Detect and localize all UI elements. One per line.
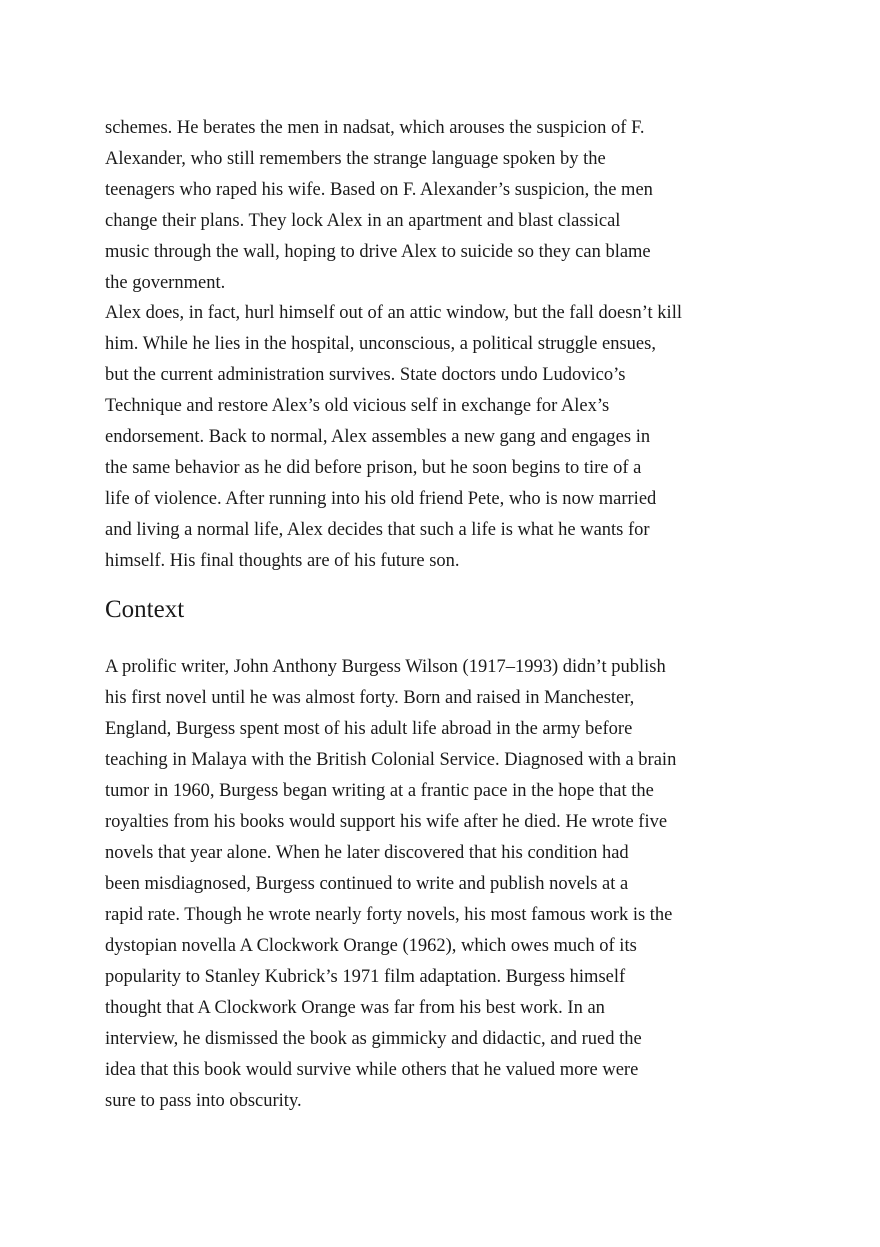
text-line: the government. (105, 273, 226, 293)
text-line: novels that year alone. When he later discovered that his condition had (105, 843, 629, 863)
text-line: Alexander, who still remembers the strange language spoken by the (105, 149, 606, 169)
text-line: tumor in 1960, Burgess began writing at a frantic pace in the hope that the (105, 781, 654, 801)
paragraph-context (105, 652, 676, 1117)
text-line: A prolific writer, John Anthony Burgess Wilson (1917–1993) didn’t publish (105, 657, 666, 677)
text-line: the same behavior as he did before prison, but he soon begins to tire of a (105, 458, 642, 478)
text-line: idea that this book would survive while others that he valued more were (105, 1060, 639, 1080)
text-line: and living a normal life, Alex decides that such a life is what he wants for (105, 520, 650, 540)
text-line: dystopian novella A Clockwork Orange (1962), which owes much of its (105, 936, 637, 956)
text-line: thought that A Clockwork Orange was far from his best work. In an (105, 998, 605, 1018)
section-heading: Context (105, 596, 185, 623)
text-line: rapid rate. Though he wrote nearly forty novels, his most famous work is the (105, 905, 673, 925)
text-line: teaching in Malaya with the British Colonial Service. Diagnosed with a brain (105, 750, 677, 770)
text-line: schemes. He berates the men in nadsat, which arouses the suspicion of F. (105, 118, 645, 138)
text-line: popularity to Stanley Kubrick’s 1971 film adaptation. Burgess himself (105, 967, 626, 987)
text-line: England, Burgess spent most of his adult life abroad in the army before (105, 719, 633, 739)
text-line: him. While he lies in the hospital, unconscious, a political struggle ensues, (105, 334, 656, 354)
text-line: life of violence. After running into his old friend Pete, who is now married (105, 489, 657, 509)
text-line: teenagers who raped his wife. Based on F. Alexander’s suspicion, the men (105, 180, 653, 200)
paragraph-alex-recovery (105, 298, 682, 577)
paragraph-plot-ending (105, 113, 653, 299)
text-line: his first novel until he was almost forty. Born and raised in Manchester, (105, 688, 635, 708)
text-line: but the current administration survives. State doctors undo Ludovico’s (105, 365, 626, 385)
text-line: endorsement. Back to normal, Alex assembles a new gang and engages in (105, 427, 651, 447)
text-line: royalties from his books would support his wife after he died. He wrote five (105, 812, 668, 832)
text-line: Alex does, in fact, hurl himself out of an attic window, but the fall doesn’t kill (105, 303, 682, 323)
text-line: been misdiagnosed, Burgess continued to write and publish novels at a (105, 874, 629, 894)
text-line: music through the wall, hoping to drive Alex to suicide so they can blame (105, 242, 651, 262)
text-line: himself. His final thoughts are of his future son. (105, 551, 460, 571)
text-line: interview, he dismissed the book as gimmicky and didactic, and rued the (105, 1029, 642, 1049)
text-line: change their plans. They lock Alex in an apartment and blast classical (105, 211, 621, 231)
text-line: Technique and restore Alex’s old vicious self in exchange for Alex’s (105, 396, 610, 416)
text-line: sure to pass into obscurity. (105, 1091, 302, 1111)
